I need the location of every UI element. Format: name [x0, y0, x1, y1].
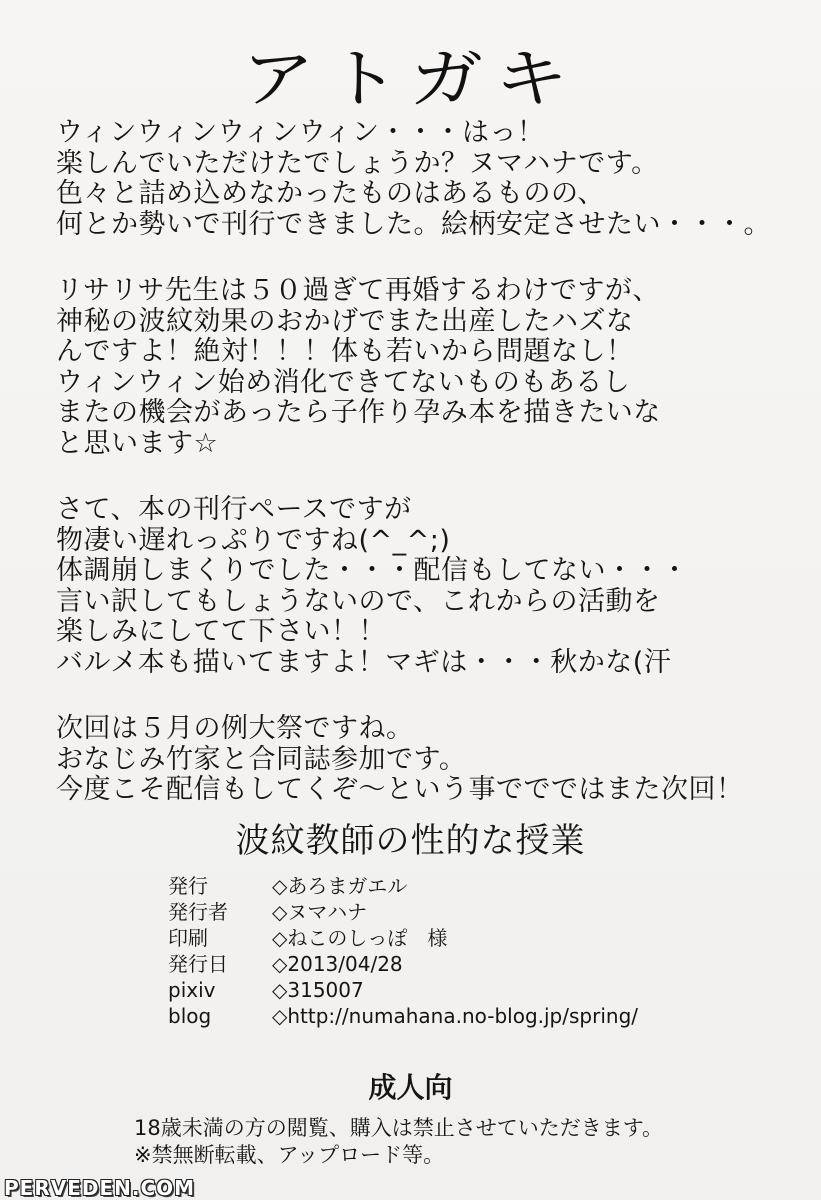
- colophon-label: 発行日: [168, 952, 228, 976]
- afterword-line: 何とか勢いで刊行できました。絵柄安定させたい・・・。: [56, 208, 771, 240]
- colophon-row-blog: [168, 1003, 728, 1029]
- colophon-value: ◇ヌマハナ: [272, 900, 368, 924]
- colophon-row-pixiv: [168, 977, 728, 1003]
- afterword-line: リサリサ先生は５０過ぎて再婚するわけですが、: [56, 275, 660, 306]
- adult-content-heading: 成人向: [368, 1071, 453, 1104]
- afterword-line: おなじみ竹家と合同誌参加です。: [56, 743, 467, 775]
- afterword-line: 体調崩しまくりでした・・・配信もしてない・・・: [56, 555, 689, 586]
- colophon-label: 発行: [168, 874, 208, 898]
- afterword-line: 物凄い遅れっぷりですね(^_^;): [56, 524, 451, 556]
- afterword-line: またの機会があったら子作り孕み本を描きたいな: [56, 397, 661, 428]
- colophon-row-author: [168, 899, 728, 925]
- afterword-line: さて、本の刊行ペースですが: [56, 494, 412, 525]
- afterword-line: 神秘の波紋効果のおかげでまた出産したハズな: [56, 305, 634, 337]
- afterword-body: [56, 118, 796, 842]
- colophon-label: blog: [168, 1004, 212, 1028]
- afterword-paragraph: [56, 714, 796, 806]
- afterword-line: ウィンウィンウィンウィン・・・はっ！: [56, 117, 545, 148]
- colophon-label: pixiv: [168, 978, 216, 1002]
- colophon-table: [168, 873, 728, 1029]
- afterword-line: 楽しんでいただけたでしょうか？ヌマハナです。: [56, 147, 659, 179]
- afterword-line: と思います☆: [56, 427, 219, 459]
- colophon-row-printer: [168, 925, 728, 951]
- afterword-line: んですよ！絶対！！！体も若いから問題なし！: [56, 336, 634, 367]
- colophon-label: 印刷: [168, 926, 208, 950]
- colophon-value: ◇315007: [272, 978, 364, 1002]
- notice-line: ※禁無断転載、アップロード等。: [134, 1143, 445, 1167]
- colophon-row-date: [168, 951, 728, 977]
- afterword-line: 楽しみにしてて下さい！！: [56, 616, 386, 647]
- colophon-row-publisher: [168, 873, 728, 899]
- afterword-line: 言い訳してもしょうないので、これからの活動を: [56, 585, 661, 617]
- site-watermark: PERVEDEN.COM: [4, 1176, 196, 1200]
- colophon-value: ◇2013/04/28: [272, 952, 403, 976]
- afterword-heading: アトガキ: [241, 43, 580, 117]
- afterword-paragraph: [56, 118, 796, 240]
- afterword-line: ウィンウィン始め消化できてないものもあるし: [56, 366, 631, 398]
- book-title: 波紋教師の性的な授業: [235, 821, 586, 861]
- afterword-line: 今度こそ配信もしてくぞ～という事ででではまた次回！: [56, 774, 744, 805]
- colophon-label: 発行者: [168, 900, 228, 924]
- afterword-paragraph: [56, 276, 796, 459]
- notice-line: 18歳未満の方の閲覧、購入は禁止させていただきます。: [134, 1116, 664, 1140]
- afterword-line: 次回は５月の例大祭ですね。: [56, 713, 414, 744]
- colophon-value: ◇ねこのしっぽ 様: [272, 926, 448, 950]
- afterword-line: バルメ本も描いてますよ！マギは・・・秋かな(汗: [56, 646, 672, 678]
- afterword-paragraph: [56, 495, 796, 678]
- blog-link: ◇http://numahana.no-blog.jp/spring/: [272, 1004, 638, 1028]
- afterword-line: 色々と詰め込めなかったものはあるものの、: [56, 178, 605, 209]
- colophon-value: ◇あろまガエル: [272, 874, 408, 898]
- adult-notice: [134, 1115, 734, 1169]
